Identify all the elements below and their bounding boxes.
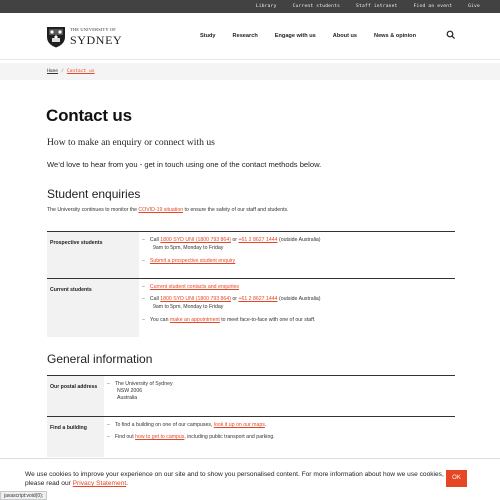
- breadcrumb-separator: /: [61, 69, 64, 74]
- current-appt-suffix: to meet face-to-face with one of our staff.: [219, 317, 316, 323]
- nav-news[interactable]: News & opinion: [374, 33, 416, 39]
- current-contacts: – Current student contacts and enquiries: [142, 284, 239, 290]
- prospective-label: Prospective students: [47, 232, 139, 279]
- postal-line-2: NSW 2006: [117, 388, 143, 394]
- utility-link-give[interactable]: Give: [468, 4, 480, 9]
- general-information-heading: General information: [47, 352, 153, 366]
- nav-about[interactable]: About us: [332, 33, 358, 39]
- crest-icon: [46, 26, 66, 48]
- browser-status-bar: javascript:void(0);: [0, 491, 47, 500]
- breadcrumb: [0, 63, 500, 80]
- utility-bar: [0, 0, 500, 13]
- building-campus-suffix: , including public transport and parking.: [184, 434, 275, 440]
- current-appointment: – You can make an appointment to meet face-to-face with one of our staff.: [142, 317, 316, 323]
- make-appointment-link[interactable]: make an appointment: [169, 317, 220, 323]
- current-appt-prefix: You can: [149, 317, 170, 323]
- main-nav: [200, 13, 433, 59]
- utility-link-current-students[interactable]: Current students: [292, 4, 341, 9]
- student-intro-after: to ensure the safety of our staff and students.: [183, 207, 289, 213]
- building-maps-suffix: .: [264, 422, 267, 428]
- student-intro-before: The University continues to monitor the: [47, 207, 139, 213]
- covid-link[interactable]: COVID-19 situation: [138, 207, 184, 213]
- current-contacts-link[interactable]: Current student contacts and enquiries: [149, 284, 239, 290]
- cookie-ok-button[interactable]: OK: [446, 470, 467, 487]
- maps-link[interactable]: look it up on our maps: [213, 422, 265, 428]
- wordmark-small: THE UNIVERSITY OF: [70, 27, 116, 33]
- utility-link-staff-intranet[interactable]: Staff intranet: [356, 4, 398, 9]
- utility-link-library[interactable]: Library: [255, 4, 277, 9]
- cookie-text: We use cookies to improve your experience on our site and to show you personalised content. For more information about how we use cookies, please read our: [25, 471, 444, 487]
- site-header: [0, 13, 500, 60]
- utility-links: [248, 0, 488, 13]
- cookie-banner: [0, 458, 500, 500]
- prospective-call-prefix: Call: [149, 237, 161, 243]
- page-subtitle: How to make an enquiry or connect with us: [47, 137, 215, 148]
- cookie-text-end: .: [126, 480, 129, 487]
- search-icon[interactable]: [446, 30, 456, 40]
- current-call-prefix: Call: [149, 296, 161, 302]
- get-to-campus-link[interactable]: how to get to campus: [135, 434, 185, 440]
- prospective-call-suffix: (outside Australia): [277, 237, 321, 243]
- current-students-row: [47, 278, 455, 337]
- breadcrumb-current[interactable]: Contact us: [66, 69, 95, 74]
- university-wordmark: [70, 28, 122, 45]
- prospective-submit: – Submit a prospective student enquiry: [142, 258, 236, 264]
- prospective-phone-intl[interactable]: +61 2 8627 1444: [238, 237, 278, 243]
- building-maps: – To find a building on one of our campuses, look it up on our maps.: [107, 422, 267, 428]
- current-hours: 9am to 5pm, Monday to Friday: [153, 304, 224, 310]
- nav-study[interactable]: Study: [200, 33, 216, 39]
- cookie-message: [25, 470, 445, 488]
- find-building-row: [47, 416, 455, 456]
- privacy-statement-link[interactable]: Privacy Statement: [72, 480, 127, 487]
- current-call-suffix: (outside Australia): [277, 296, 321, 302]
- current-phone-intl[interactable]: +61 2 8627 1444: [238, 296, 278, 302]
- building-campus: – Find out how to get to campus, including public transport and parking.: [107, 434, 275, 440]
- prospective-students-row: [47, 231, 455, 279]
- student-enquiries-heading: Student enquiries: [47, 187, 141, 201]
- page-lead: We’d love to hear from you - get in touch using one of the contact methods below.: [47, 160, 322, 169]
- postal-label: Our postal address: [47, 376, 104, 417]
- student-intro: [47, 207, 289, 213]
- building-campus-prefix: Find out: [114, 434, 136, 440]
- nav-research[interactable]: Research: [232, 33, 258, 39]
- wordmark-big: SYDNEY: [70, 32, 123, 47]
- current-call: – Call 1800 SYD UNI (1800 793 864) or +61 2 8627 1444 (outside Australia): [142, 296, 321, 302]
- nav-engage[interactable]: Engage with us: [274, 33, 316, 39]
- page-title: Contact us: [46, 106, 132, 125]
- postal-line-1-text: The University of Sydney: [114, 381, 173, 387]
- building-maps-prefix: To find a building on one of our campuses,: [114, 422, 214, 428]
- prospective-call: – Call 1800 SYD UNI (1800 793 864) or +61 2 8627 1444 (outside Australia): [142, 237, 321, 243]
- prospective-or: or: [230, 237, 239, 243]
- postal-address-row: [47, 375, 455, 417]
- prospective-hours: 9am to 5pm, Monday to Friday: [153, 245, 224, 251]
- postal-line-3: Australia: [117, 395, 138, 401]
- university-logo[interactable]: [46, 26, 122, 48]
- prospective-enquiry-link[interactable]: Submit a prospective student enquiry: [149, 258, 236, 264]
- postal-line-1: – The University of Sydney: [107, 381, 173, 387]
- current-phone-local[interactable]: 1800 SYD UNI (1800 793 864): [160, 296, 231, 302]
- current-label: Current students: [47, 279, 139, 337]
- building-label: Find a building: [47, 417, 104, 457]
- current-or: or: [230, 296, 239, 302]
- breadcrumb-home[interactable]: Home: [47, 69, 59, 74]
- utility-link-find-event[interactable]: Find an event: [413, 4, 453, 9]
- prospective-phone-local[interactable]: 1800 SYD UNI (1800 793 864): [160, 237, 231, 243]
